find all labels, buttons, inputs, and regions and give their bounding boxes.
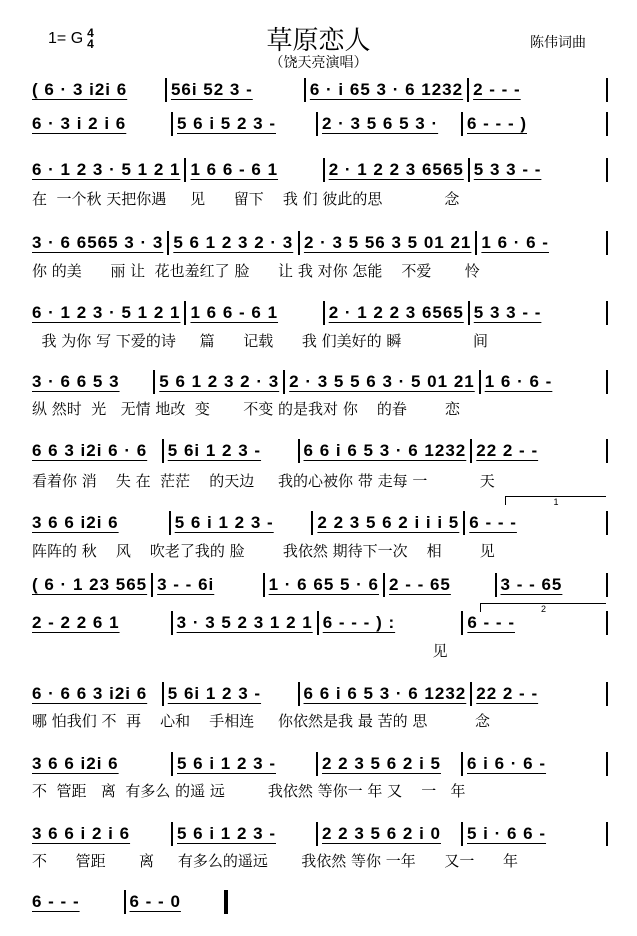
- measure: 56i 52 3 -: [170, 80, 253, 99]
- measure: 3 6 6 i 2 i 6: [32, 824, 131, 843]
- measure: 6 i 6 · 6 -: [467, 754, 547, 773]
- measure: 5 6 1 2 3 2 · 3: [173, 233, 294, 252]
- notation-row: [28, 231, 608, 255]
- barline: [606, 301, 608, 325]
- lyrics-line: 不 管距 离 有多么 的遥 远 我依然 等你一 年 又 一 年: [32, 782, 466, 800]
- lyrics-line: 在 一个秋 天把你遇 见 留下 我 们 彼此的思 念: [32, 190, 460, 208]
- measure: 2 2 3 5 6 2 i i i 5: [317, 513, 460, 532]
- barline: [606, 611, 608, 635]
- barline: [606, 231, 608, 255]
- measure: 6 - - -: [469, 513, 517, 532]
- measure: ( 6 · 3 i2i 6: [32, 80, 128, 99]
- measure: 3 · 6 6 5 3: [32, 372, 120, 391]
- barline: [606, 682, 608, 706]
- time-signature: 4 4: [87, 26, 94, 51]
- notation-row: [28, 682, 608, 706]
- song-title: 草原恋人: [266, 26, 371, 56]
- measure: 5 6i 1 2 3 -: [167, 684, 262, 703]
- barline: [606, 752, 608, 776]
- measure: 6 · 1 2 3 · 5 1 2 1: [32, 160, 181, 179]
- notation-row: [28, 370, 608, 394]
- measure: 1 · 6 65 5 · 6: [268, 575, 380, 594]
- measure: 1 6 6 - 6 1: [190, 160, 279, 179]
- barline: [224, 890, 228, 914]
- measure: 5 6 i 1 2 3 -: [174, 513, 274, 532]
- measure: 5 3 3 - -: [473, 160, 542, 179]
- measure: 3 6 6 i2i 6: [32, 513, 119, 532]
- measure: 6 6 i 6 5 3 · 6 1232: [303, 684, 467, 703]
- measure: 6 - - -: [467, 613, 515, 632]
- notation-row: [28, 511, 608, 535]
- measure: 2 · 1 2 2 3 6565: [328, 303, 464, 322]
- measure: 5 3 3 - -: [473, 303, 542, 322]
- barline: [606, 439, 608, 463]
- measure: 6 · 3 i 2 i 6: [32, 114, 127, 133]
- measure: 5 6 i 5 2 3 -: [177, 114, 276, 133]
- measure: 3 - - 6i: [157, 575, 215, 594]
- lyrics-line: 不 管距 离 有多么的遥远 我依然 等你 一年 又一 年: [32, 852, 518, 870]
- measure: 5 6 i 1 2 3 -: [177, 754, 276, 773]
- measure: 2 - 2 2 6 1: [32, 613, 120, 632]
- composer-credit: 陈伟词曲: [530, 35, 586, 51]
- notation-row: [28, 822, 608, 846]
- measure: 6 - - - ): [467, 114, 527, 133]
- notation-row: [28, 112, 608, 136]
- measure: 2 2 3 5 6 2 i 0: [322, 824, 441, 843]
- measure: 6 - - -: [32, 892, 80, 911]
- measure: 22 2 - -: [476, 684, 539, 703]
- key-signature: 1= G 4 4: [48, 26, 94, 51]
- notation-row: [28, 439, 608, 463]
- measure: 3 6 6 i2i 6: [32, 754, 119, 773]
- measure: 6 6 3 i2i 6 · 6: [32, 441, 148, 460]
- barline: [606, 370, 608, 394]
- notation-row: [28, 611, 608, 635]
- notation-row: [28, 78, 608, 102]
- measure: ( 6 · 1 23 565: [32, 575, 148, 594]
- barline: [606, 511, 608, 535]
- volta-2: 2: [480, 603, 606, 612]
- lyrics-line: 纵 然时 光 无情 地改 变 不变 的是我对 你 的眷 恋: [32, 400, 461, 418]
- lyrics-line: 哪 怕我们 不 再 心和 手相连 你依然是我 最 苦的 思 念: [32, 712, 491, 730]
- measure: 2 · 3 5 56 3 5 01 21: [303, 233, 472, 252]
- lyrics-line: 阵阵的 秋 风 吹老了我的 脸 我依然 期待下一次 相 见: [32, 542, 495, 560]
- measure: 1 6 6 - 6 1: [190, 303, 279, 322]
- notation-row: [28, 752, 608, 776]
- measure: 2 · 1 2 2 3 6565: [328, 160, 464, 179]
- volta-1: 1: [505, 496, 606, 505]
- notation-row: [28, 573, 608, 597]
- notation-row: [28, 158, 608, 182]
- measure: 22 2 - -: [476, 441, 539, 460]
- notation-row: [28, 301, 608, 325]
- measure: 3 · 6 6565 3 · 3: [32, 233, 164, 252]
- measure: 6 · i 65 3 · 6 1232: [309, 80, 464, 99]
- measure: 6 · 1 2 3 · 5 1 2 1: [32, 303, 181, 322]
- barline: [606, 573, 608, 597]
- measure: 5 6 1 2 3 2 · 3: [159, 372, 280, 391]
- measure: 6 · 6 6 3 i2i 6: [32, 684, 148, 703]
- barline: [606, 158, 608, 182]
- measure: 6 - - - ) :: [322, 613, 396, 632]
- measure: 2 · 3 5 5 6 3 · 5 01 21: [289, 372, 475, 391]
- notation-row: [28, 890, 228, 914]
- measure: 5 6i 1 2 3 -: [167, 441, 262, 460]
- measure: 2 - - 65: [389, 575, 451, 594]
- measure: 5 6 i 1 2 3 -: [177, 824, 276, 843]
- measure: 6 - - 0: [129, 892, 181, 911]
- measure: 6 6 i 6 5 3 · 6 1232: [303, 441, 467, 460]
- lyrics-line: 看着你 消 失 在 茫茫 的天边 我的心被你 带 走每 一 天: [32, 472, 495, 490]
- measure: 2 · 3 5 6 5 3 ·: [322, 114, 439, 133]
- measure: 2 2 3 5 6 2 i 5: [322, 754, 441, 773]
- lyrics-line: 我 为你 写 下爱的诗 篇 记载 我 们美好的 瞬 间: [32, 332, 488, 350]
- barline: [606, 112, 608, 136]
- measure: 2 - - -: [473, 80, 521, 99]
- measure: 3 - - 65: [500, 575, 563, 594]
- lyrics-line: 你 的美 丽 让 花也羞红了 脸 让 我 对你 怎能 不爱 怜: [32, 262, 480, 280]
- measure: 3 · 3 5 2 3 1 2 1: [176, 613, 313, 632]
- measure: 1 6 · 6 -: [481, 233, 549, 252]
- singer-credit: （饶天亮演唱）: [269, 55, 368, 71]
- barline: [606, 822, 608, 846]
- measure: 1 6 · 6 -: [484, 372, 553, 391]
- measure: 5 i · 6 6 -: [467, 824, 547, 843]
- lyrics-line: 见: [32, 642, 448, 660]
- barline: [606, 78, 608, 102]
